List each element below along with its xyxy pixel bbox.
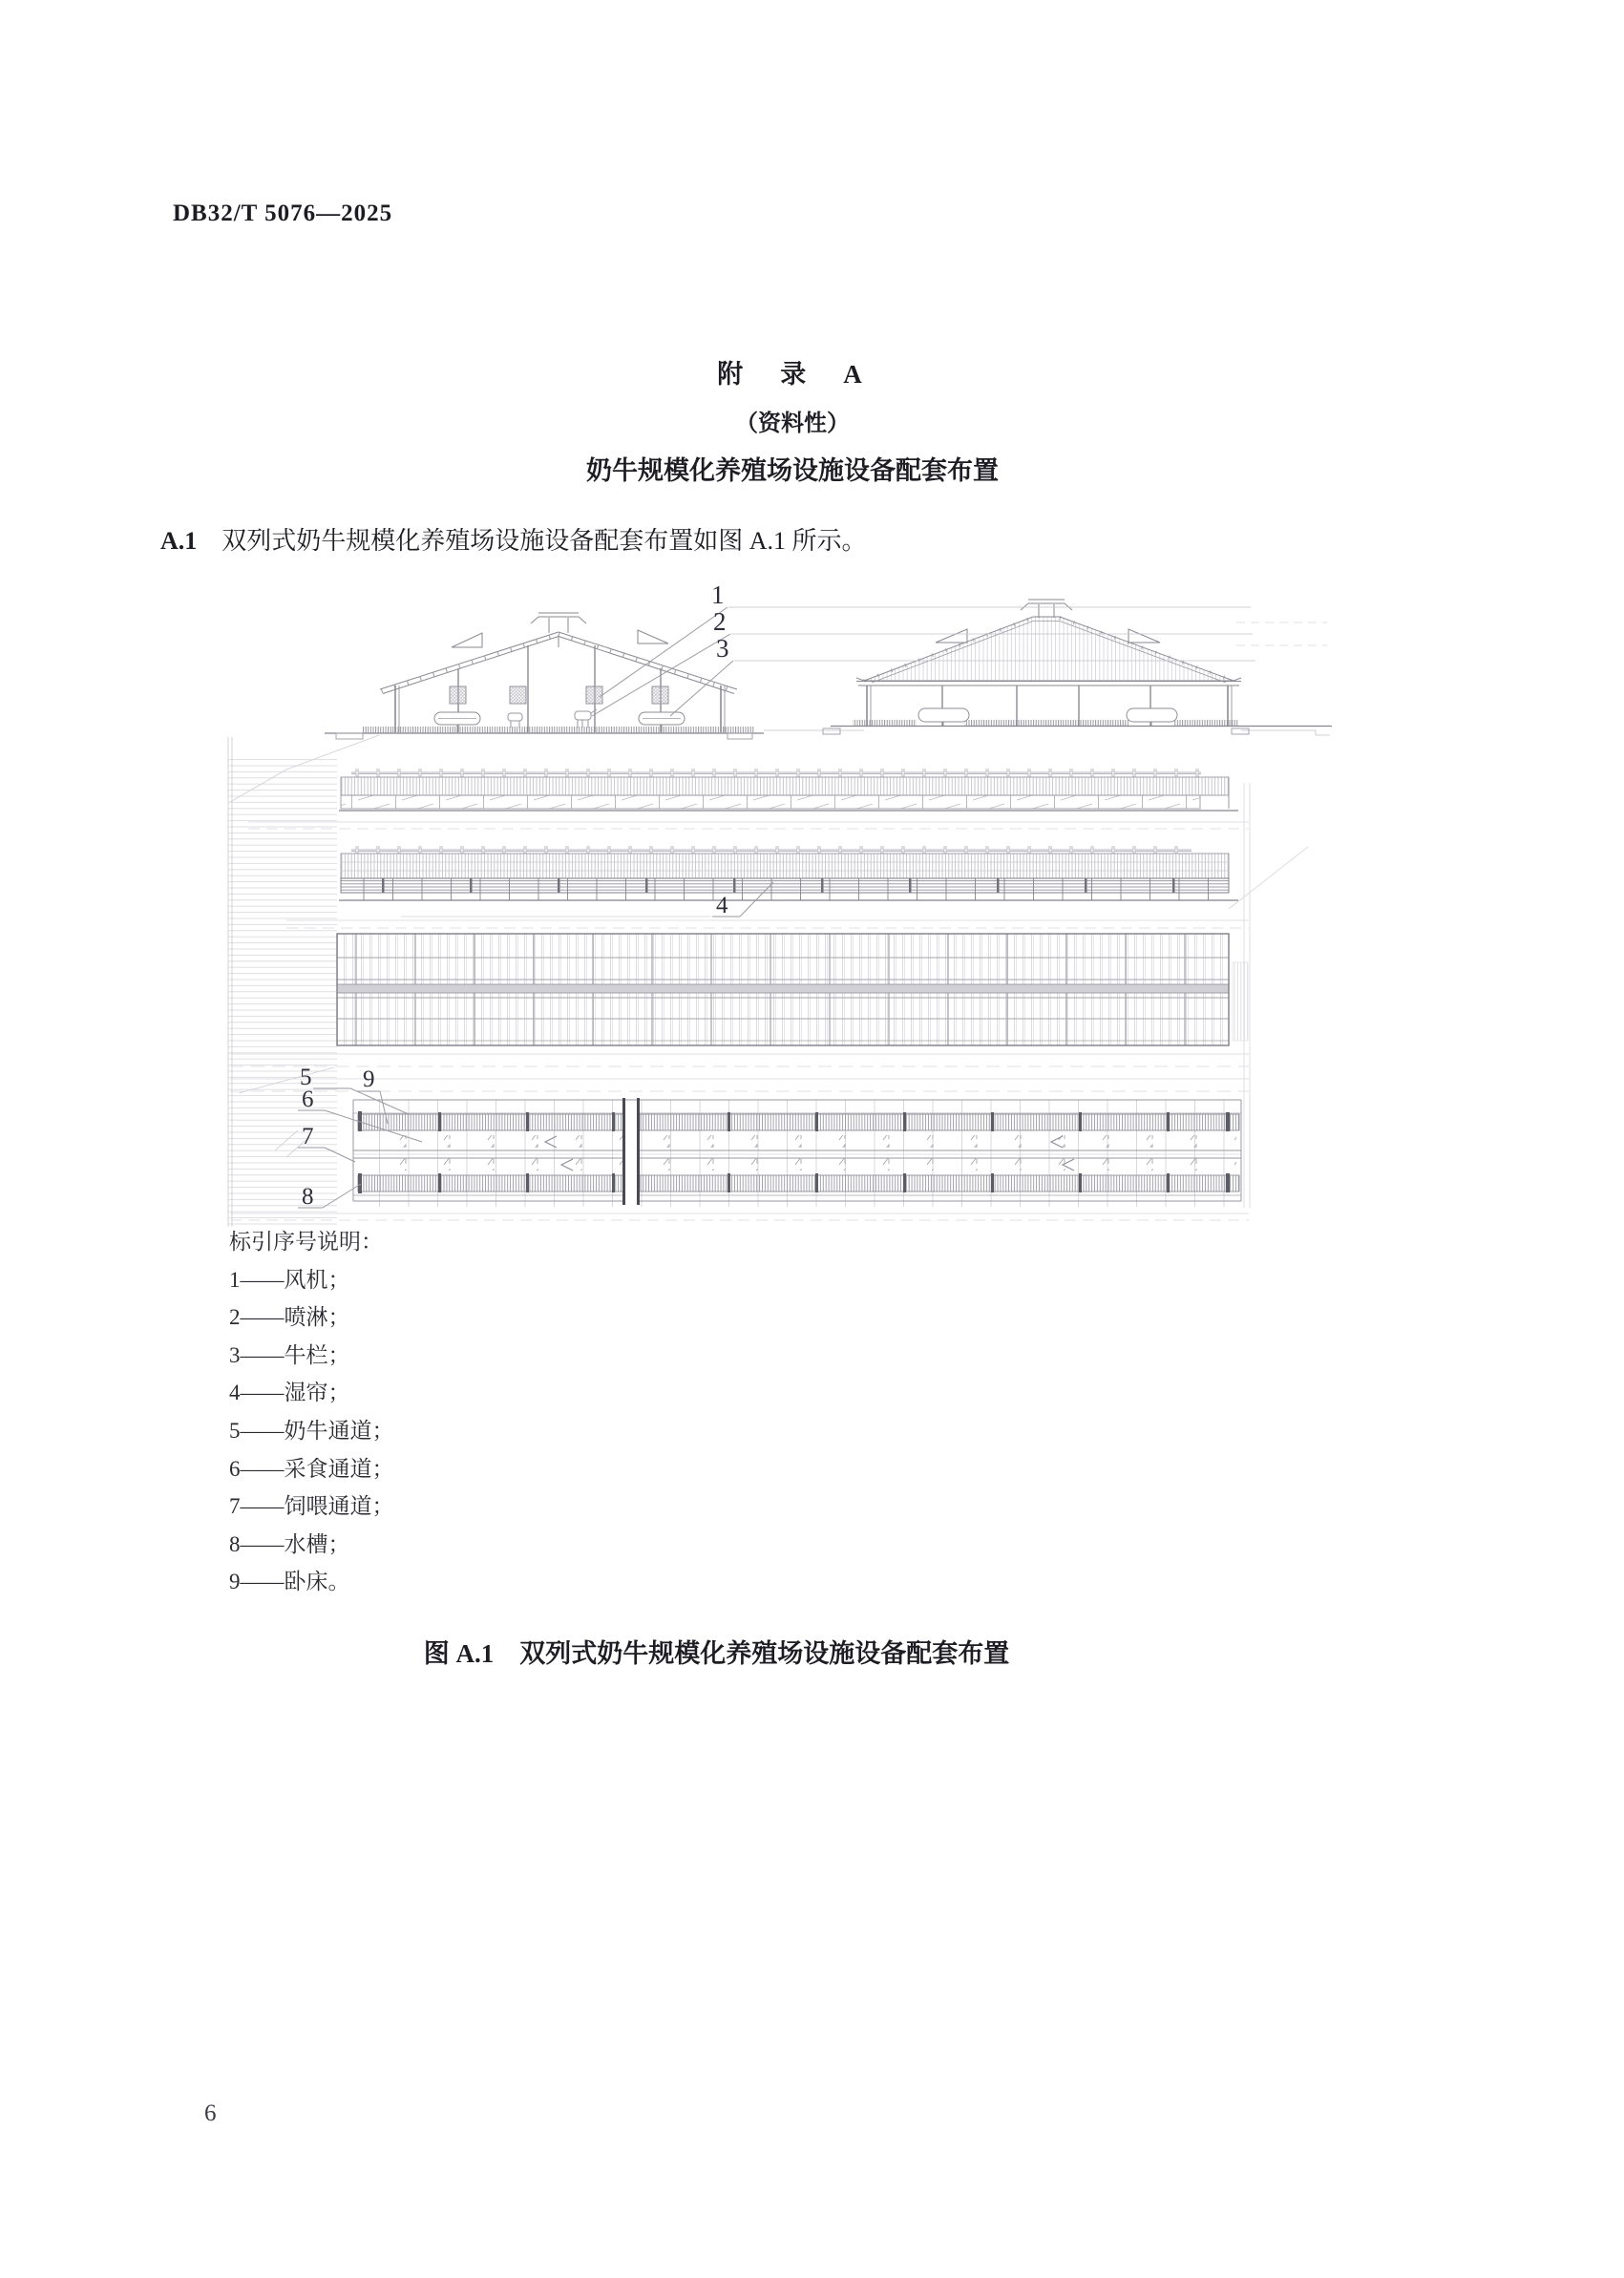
stall-row-bottom [358,1175,1239,1192]
stall-row-top [358,1114,1239,1130]
ridge-vent-cupola-right [1021,600,1072,618]
callout-4-label: 4 [716,893,728,918]
legend-item: 3——牛栏； [229,1342,350,1367]
wind-flag-right-bldg-right [1128,629,1160,643]
callout-6-label: 6 [302,1086,314,1112]
callout-7-label: 7 [302,1124,314,1150]
callout-9-label: 9 [363,1066,375,1092]
cow-silhouettes [508,709,597,728]
standard-code: DB32/T 5076—2025 [173,200,393,226]
legend-item: 1——风机； [229,1267,350,1292]
callout-3-label: 3 [716,634,729,663]
appendix-title: 附 录 A [717,360,868,389]
feeding-lane-marks-top [363,1135,1236,1148]
figure-legend [229,1223,394,1601]
floor-plan-band [353,1098,1241,1207]
clause-a1 [160,521,1459,557]
appendix-informative-label: （资料性） [735,411,850,436]
left-building-cross-section [325,613,764,739]
ridge-vent-cupola [531,613,586,633]
callouts-1-2-3 [592,580,1255,716]
feeding-lane-marks-bottom [363,1158,1236,1171]
appendix-heading: 奶牛规模化养殖场设施设备配套布置 [586,456,999,485]
figure-caption: 图 A.1 双列式奶牛规模化养殖场设施设备配套布置 [423,1639,1010,1668]
callout-5-label: 5 [300,1065,312,1090]
cross-passage [624,1098,639,1206]
page-number: 6 [204,2100,217,2126]
wind-flag-left [452,633,482,647]
clause-text: 双列式奶牛规模化养殖场设施设备配套布置如图 A.1 所示。 [221,527,867,555]
callout-2-label: 2 [713,607,727,636]
roof-plan-grid [337,934,1229,1045]
fan-units [450,686,668,704]
side-elevation-strip-1 [339,769,1238,811]
legend-item: 6——采食通道； [229,1456,394,1481]
wet-curtain-strip [339,846,1238,900]
facility-layout-figure [215,578,1341,1236]
wind-flag-right-bldg-left [936,629,967,643]
legend-item: 5——奶牛通道； [229,1418,394,1443]
wind-flag-right [638,630,668,643]
callout-1-label: 1 [711,580,725,609]
legend-item: 9——卧床。 [229,1570,350,1594]
clause-number: A.1 [160,527,198,555]
right-building-elevation [823,600,1332,734]
appendix-title-block [124,353,1461,487]
legend-title: 标引序号说明： [229,1230,383,1254]
legend-item: 2——喷淋； [229,1305,350,1330]
legend-item: 4——湿帘； [229,1381,350,1405]
legend-item: 8——水槽； [229,1531,350,1556]
callout-8-label: 8 [302,1184,314,1210]
legend-item: 7——饲喂通道； [229,1494,394,1519]
